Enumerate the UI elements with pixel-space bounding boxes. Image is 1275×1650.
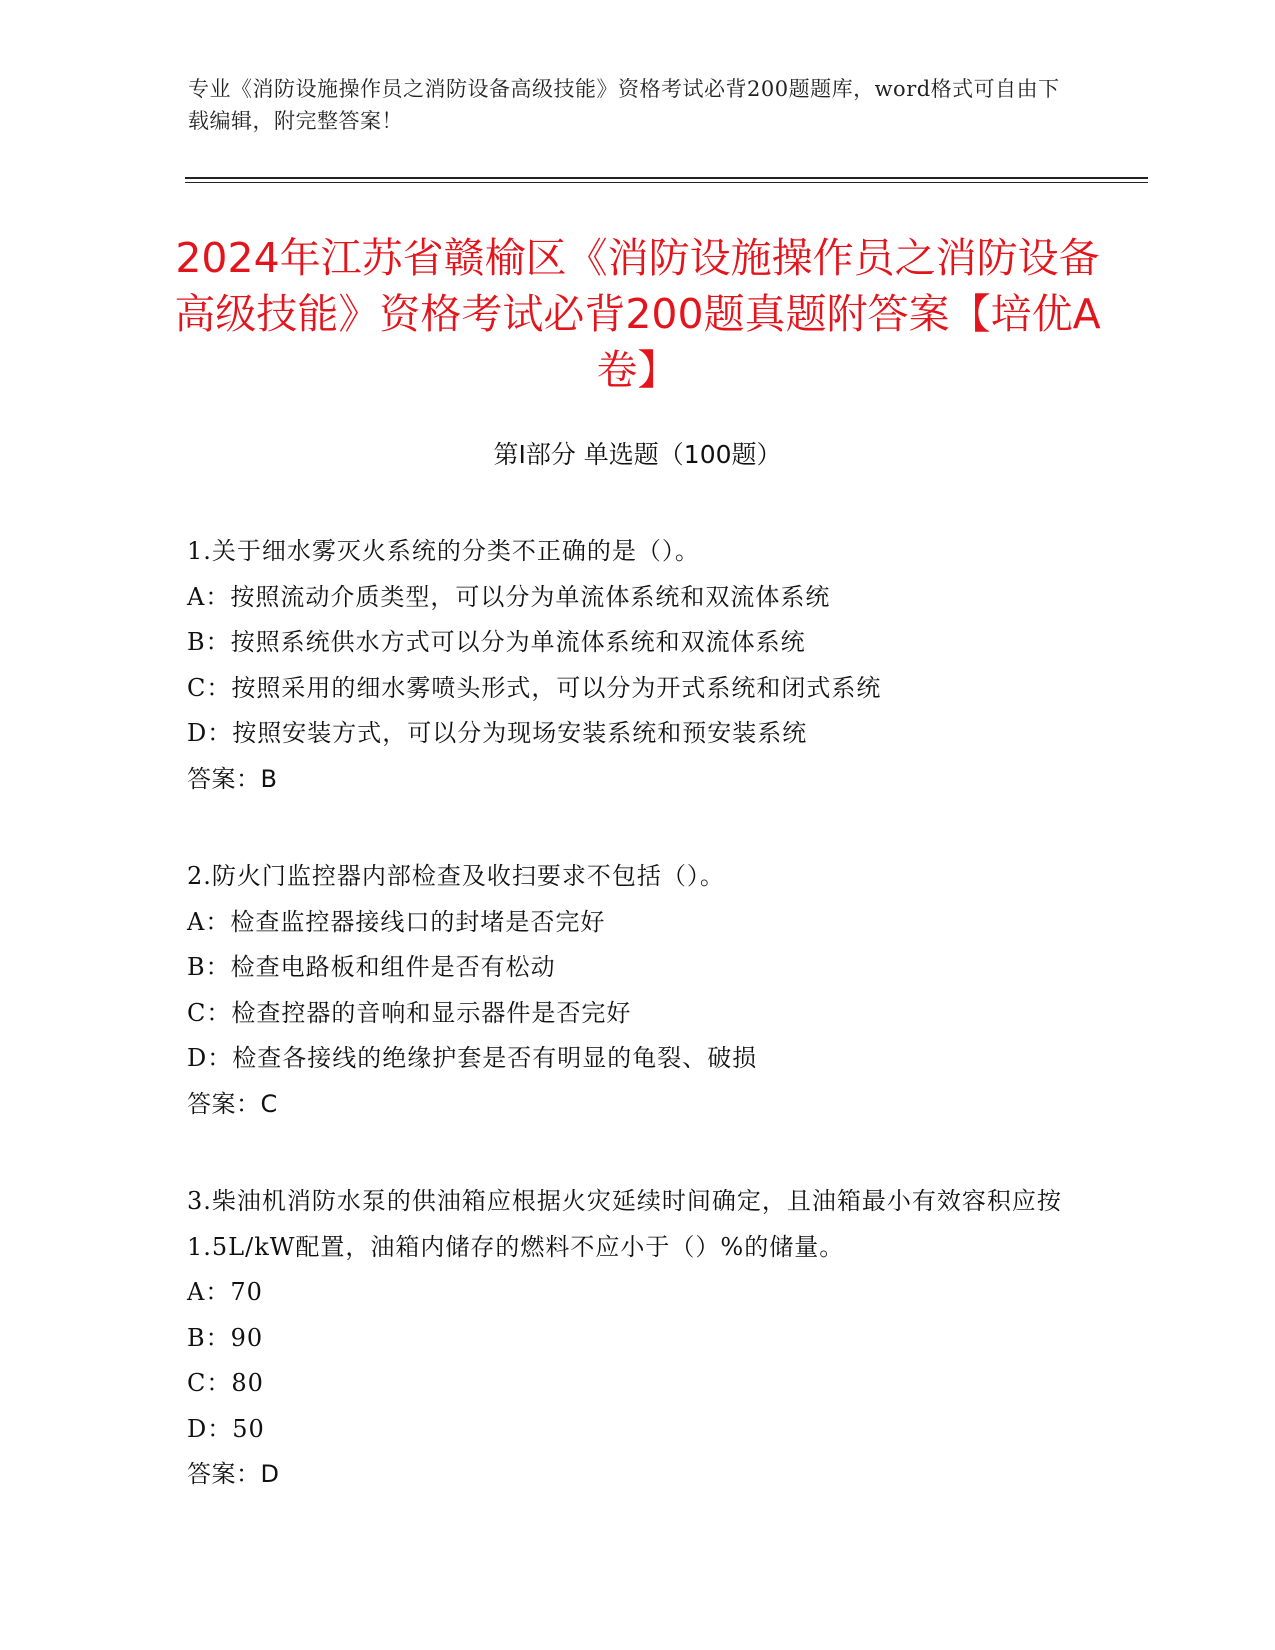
option-d: D：50	[187, 1414, 265, 1443]
header-divider-thick	[185, 177, 1148, 179]
document-title: 2024年江苏省赣榆区《消防设施操作员之消防设备高级技能》资格考试必背200题真题附答案【培优A卷】	[174, 234, 1101, 394]
question-3	[187, 1179, 1067, 1498]
header-note: 专业《消防设施操作员之消防设备高级技能》资格考试必背200题题库，word格式可自由下载编辑，附完整答案！	[188, 77, 1060, 133]
question-list	[187, 529, 1067, 1550]
option-a: A：70	[187, 1278, 263, 1306]
option-b: B：90	[187, 1323, 264, 1352]
question-2	[187, 854, 1067, 1127]
question-stem: 3.柴油机消防水泵的供油箱应根据火灾延续时间确定，且油箱最小有效容积应按1.5L/kW配置，油箱内储存的燃料不应小于（）%的储量。	[187, 1187, 1062, 1261]
option-d: D：检查各接线的绝缘护套是否有明显的龟裂、破损	[187, 1044, 758, 1072]
option-a: A：检查监控器接线口的封堵是否完好	[187, 907, 606, 936]
question-1	[187, 529, 1067, 802]
answer: 答案：B	[187, 764, 278, 793]
answer: 答案：C	[187, 1089, 278, 1118]
section-heading: 第Ⅰ部分 单选题（100题）	[493, 440, 782, 469]
option-b: B：按照系统供水方式可以分为单流体系统和双流体系统	[187, 628, 806, 656]
option-c: C：按照采用的细水雾喷头形式，可以分为开式系统和闭式系统	[187, 673, 882, 702]
option-d: D：按照安装方式，可以分为现场安装系统和预安装系统	[187, 719, 808, 747]
question-stem: 2.防火门监控器内部检查及收扫要求不包括（）。	[187, 862, 725, 890]
option-a: A：按照流动介质类型，可以分为单流体系统和双流体系统	[187, 582, 831, 611]
option-c: C：80	[187, 1369, 264, 1397]
option-b: B：检查电路板和组件是否有松动	[187, 953, 556, 981]
option-c: C：检查控器的音响和显示器件是否完好	[187, 998, 632, 1027]
question-stem: 1.关于细水雾灭火系统的分类不正确的是（）。	[187, 537, 700, 565]
header-divider-thin	[185, 182, 1148, 183]
answer: 答案：D	[187, 1460, 280, 1488]
